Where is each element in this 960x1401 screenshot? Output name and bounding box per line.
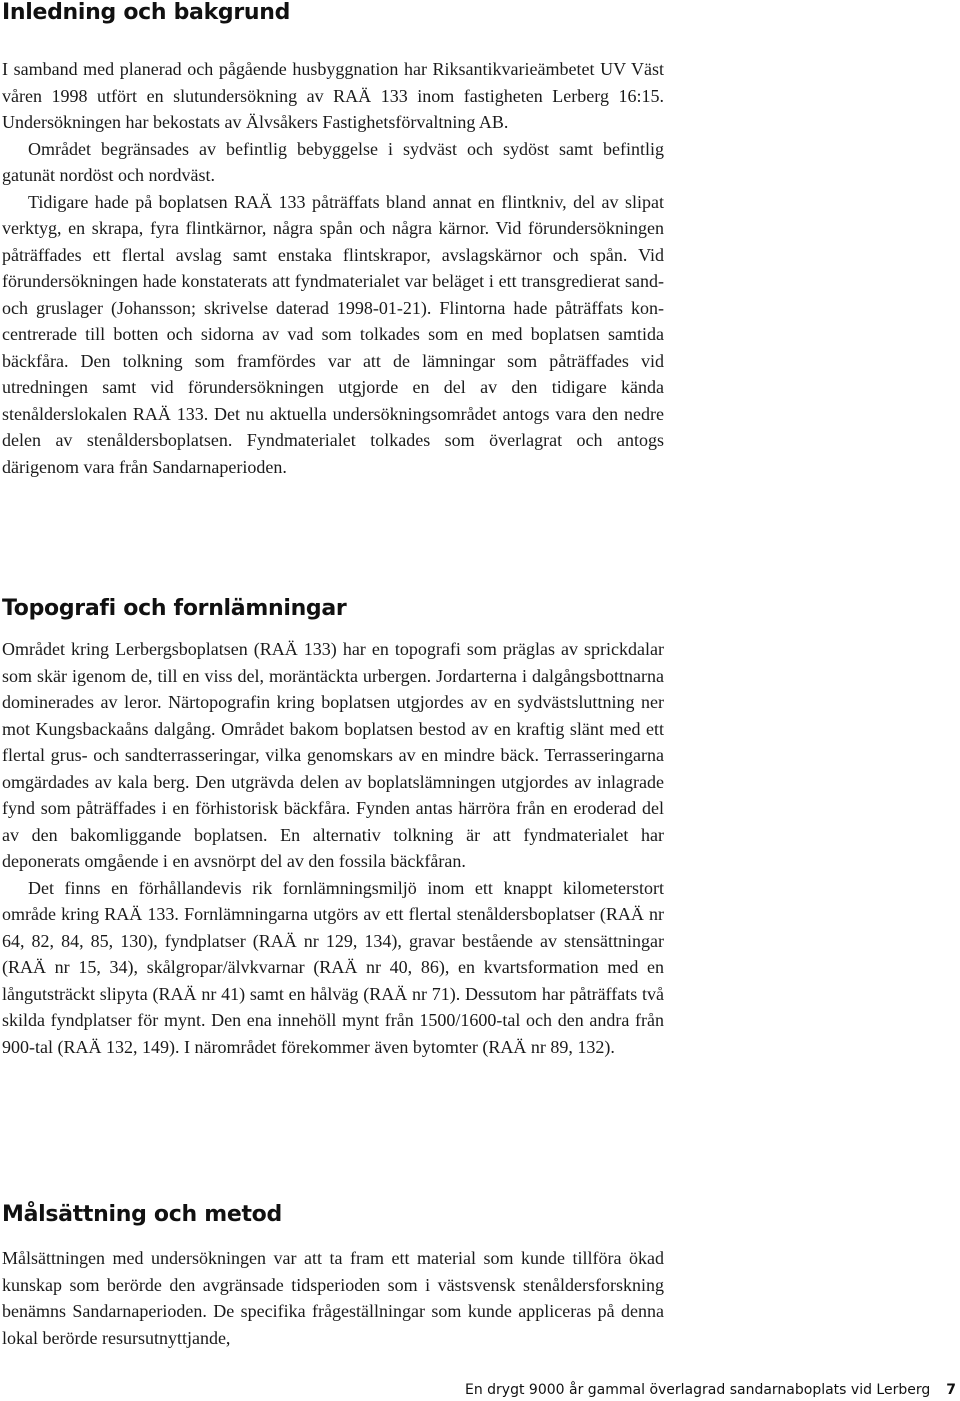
running-title: En drygt 9000 år gammal överlagrad sandarnaboplats vid Lerberg (465, 1382, 931, 1398)
section-body-intro (2, 56, 664, 480)
paragraph: Området kring Lerbergsboplatsen (RAÄ 133) har en topografi som präglas av sprickdalar som skär igenom de, till en viss del, moräntäckta urbergen. Jordarterna i dalgångsbottnarna dominerades av leror. Närtopografin kring boplatsen utgjordes av en sydvästsluttning ner mot Kungsbackaåns dalgång. Området bakom boplatsen bestod av en kraftig slänt med ett flertal grus- och sandterrasseringar, vilka genomskars av en mindre bäck. Terrasseringarna omgärdades av kala berg. Den utgrävda delen av boplatslämningen utgjordes av inlagrade fynd som påträffades i en förhistorisk bäckfåra. Fynden antas härröra från en eroderad del av den bakomliggande boplatsen. En alternativ tolkning är att fyndmaterialet har deponerats omgående i en avsnörpt del av den fossila bäckfåran. (2, 639, 664, 871)
paragraph: Området begränsades av befintlig bebyggelse i sydväst och sydöst samt befintlig gatunät nordöst och nordväst. (2, 138, 664, 185)
section-heading-intro: Inledning och bakgrund (2, 0, 291, 25)
section-heading-topography: Topografi och fornlämningar (2, 596, 347, 621)
paragraph: Tidigare hade på boplatsen RAÄ 133 påträffats bland annat en flintkniv, del av slipat verktyg, en skrapa, fyra flintkärnor, några spån och några kärnor. Vid förundersökningen påträffades ett flertal avslag samt enstaka flintskrapor, avslagskärnor och spån. Vid förundersökningen hade konstaterats att fyndmaterialet var beläget i ett transgredierat sand- och gruslager (Johansson; skrivelse daterad 1998-01-21). Flintorna hade påträffats koncentrerade till botten och sidorna av vad som tolkades som en med boplatsen samtida bäckfåra. Den tolkning som framfördes var att de lämningar som påträffades vid utredningen samt vid förundersökningen utgjorde en del av den tidigare kända stenålderslokalen RAÄ 133. Det nu aktuella undersökningsområdet antogs vara den nedre delen av stenåldersboplatsen. Fyndmaterialet tolkades som överlagrat och antogs därigenom vara från Sandarnaperioden. (2, 191, 664, 477)
section-heading-goals: Målsättning och metod (2, 1202, 282, 1227)
paragraph: Det finns en förhållandevis rik fornlämningsmiljö inom ett knappt kilometerstort område kring RAÄ 133. Fornlämningarna utgörs av ett flertal stenåldersboplatser (RAÄ nr 64, 82, 84, 85, 130), fyndplatser (RAÄ nr 129, 134), gravar bestående av stensättningar (RAÄ nr 15, 34), skålgropar/älvkvarnar (RAÄ nr 40, 86), en kvartsformation med en långutsträckt slipyta (RAÄ nr 41) samt en hålväg (RAÄ nr 71). Dessutom har påträffats två skilda fyndplatser för mynt. Den ena innehöll mynt från 1500/1600-tal och den andra från 900-tal (RAÄ 132, 149). I närområdet förekommer även bytomter (RAÄ nr 89, 132). (2, 877, 664, 1057)
page-number: 7 (946, 1382, 956, 1398)
section-body-topography (2, 636, 664, 1060)
paragraph: I samband med planerad och pågående husbyggnation har Riksantikvarieämbetet UV Väst våren 1998 utfört en slutundersökning av RAÄ 133 inom fastigheten Lerberg 16:15. Undersökningen har bekostats av Älvsåkers Fastighetsförvaltning AB. (2, 59, 664, 132)
section-body-goals (2, 1245, 664, 1351)
page-footer (465, 1382, 956, 1398)
paragraph: Målsättningen med undersökningen var att ta fram ett material som kunde tillföra ökad kunskap som berörde den avgränsade tidsperioden som i västsvensk stenåldersforskning benämns Sandarnaperioden. De specifika frågeställningar som kunde appliceras på denna lokal berörde resursutnyttjande, (2, 1248, 664, 1348)
